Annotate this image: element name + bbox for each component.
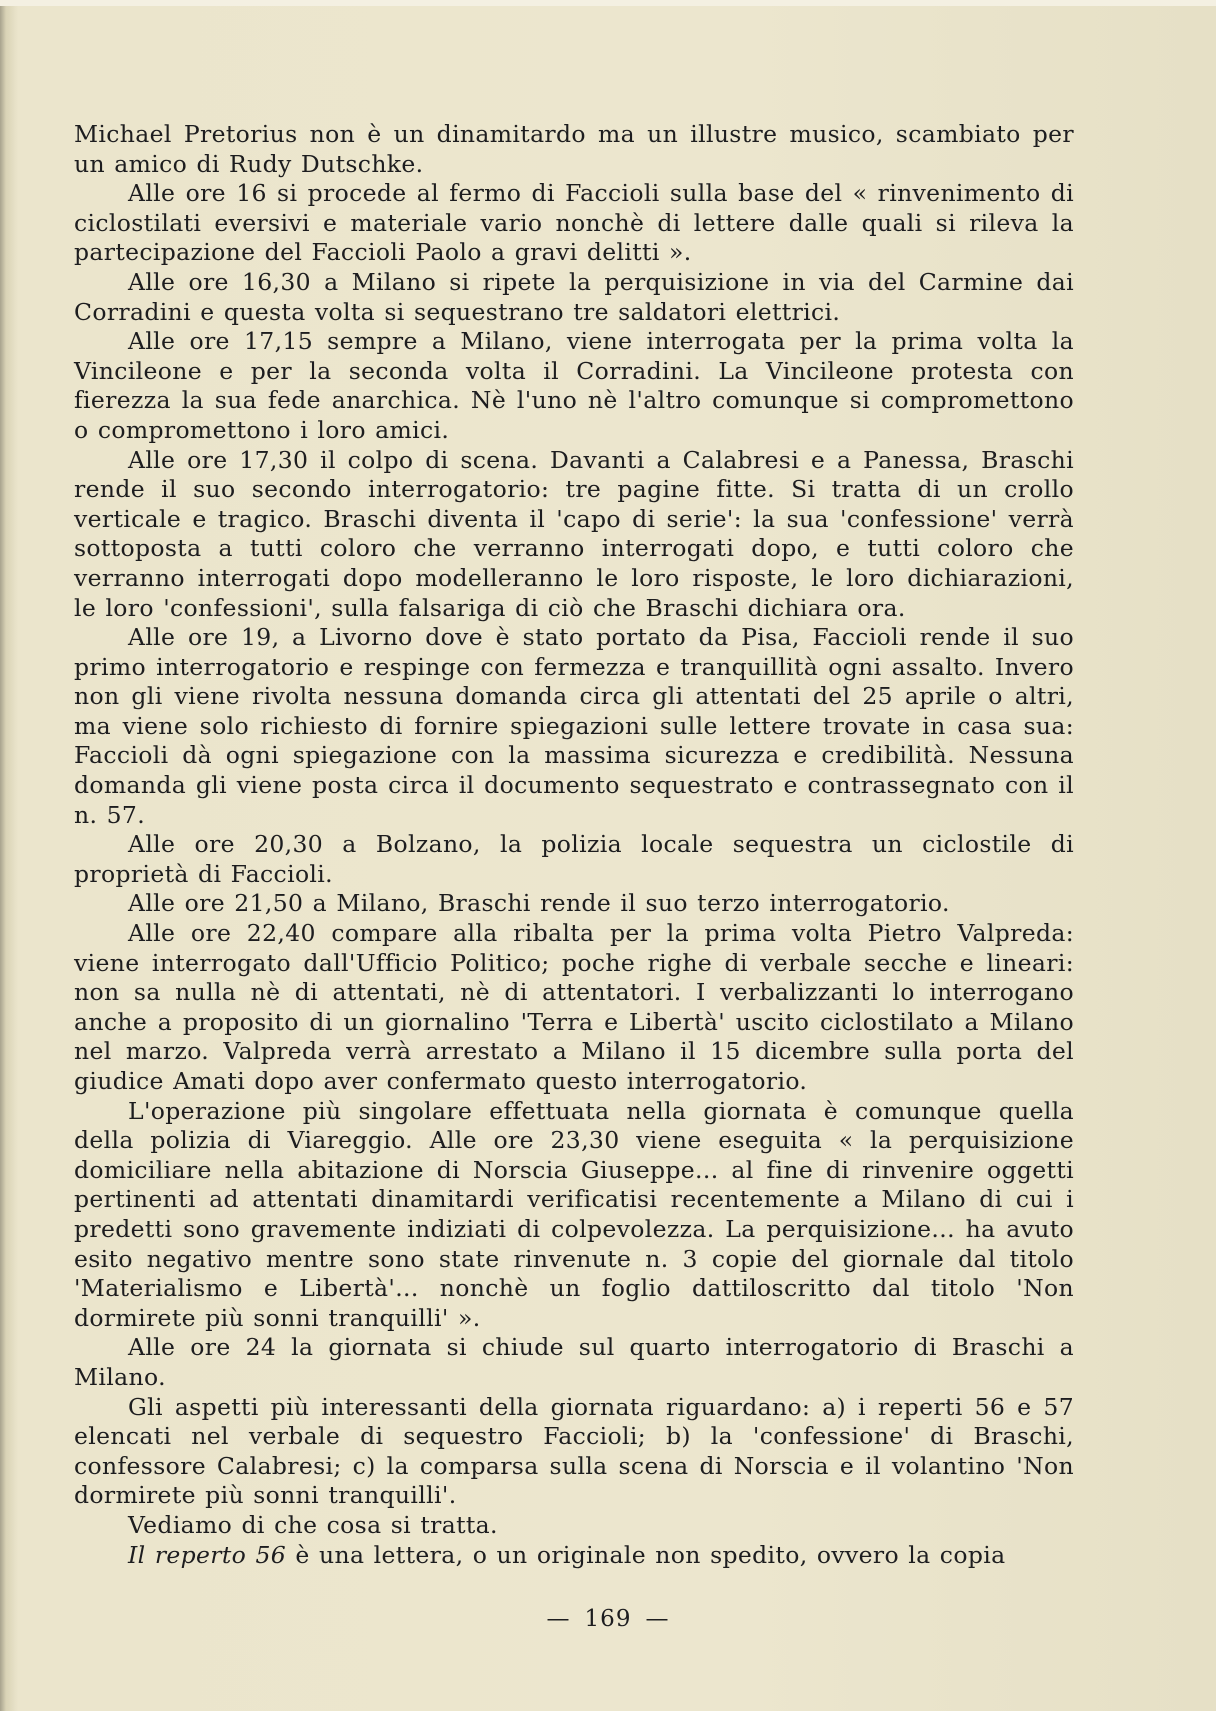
paragraph: L'operazione più singolare effettuata nella giornata è comunque quella della polizia di Viareggio. Alle ore 23,30 viene eseguita « la perquisizione domiciliare nella abitazione di Norscia Giuseppe... al fine di rinvenire oggetti pertinenti ad attentati dinamitardi verificatisi recentemente a Milano di cui i predetti sono gravemente indiziati di colpevolezza. La perquisizione... ha avuto esito negativo mentre sono state rinvenute n. 3 copie del giornale dal titolo 'Materialismo e Libertà'... nonchè un foglio dattiloscritto dal titolo 'Non dormirete più sonni tranquilli' ». [74,1096,1074,1332]
paragraph-rest: è una lettera, o un originale non spedito, ovvero la copia [286,1540,1006,1569]
folio-dash-left: — [546,1606,571,1632]
italic-lead: Il reperto 56 [128,1540,287,1569]
paragraph: Alle ore 16 si procede al fermo di Faccioli sulla base del « rinvenimento di ciclostilati eversivi e materiale vario nonchè di lettere dalle quali si rileva la partecipazione del Faccioli Paolo a gravi delitti ». [74,179,1074,267]
scan-edge [0,0,1216,6]
paragraph: Gli aspetti più interessanti della giornata riguardano: a) i reperti 56 e 57 elencati nel verbale di sequestro Faccioli; b) la 'confessione' di Braschi, confessore Calabresi; c) la comparsa sulla scena di Norscia e il volantino 'Non dormirete più sonni tranquilli'. [74,1392,1074,1510]
paragraph: Alle ore 24 la giornata si chiude sul quarto interrogatorio di Braschi a Milano. [74,1333,1074,1391]
paragraph: Alle ore 21,50 a Milano, Braschi rende il suo terzo interrogatorio. [128,889,950,918]
paragraph: Michael Pretorius non è un dinamitardo ma un illustre musico, scambiato per un amico di Rudy Dutschke. [74,120,1074,178]
body-text [74,120,1074,1570]
paragraph: Alle ore 22,40 compare alla ribalta per la prima volta Pietro Valpreda: viene interrogato dall'Ufficio Politico; poche righe di verbale secche e lineari: non sa nulla nè di attentati, nè di attentatori. I verbalizzanti lo interrogano anche a proposito di un giornalino 'Terra e Libertà' uscito ciclostilato a Milano nel marzo. Valpreda verrà arrestato a Milano il 15 dicembre sulla porta del giudice Amati dopo aver confermato questo interrogatorio. [74,919,1074,1095]
folio-dash-right: — [645,1606,670,1632]
page-number [0,1606,1216,1632]
paragraph: Alle ore 19, a Livorno dove è stato portato da Pisa, Faccioli rende il suo primo interrogatorio e respinge con fermezza e tranquillità ogni assalto. Invero non gli viene rivolta nessuna domanda circa gli attentati del 25 aprile o altri, ma viene solo richiesto di fornire spiegazioni sulle lettere trovate in casa sua: Faccioli dà ogni spiegazione con la massima sicurezza e credibilità. Nessuna domanda gli viene posta circa il documento sequestrato e contrassegnato con il n. 57. [74,623,1074,829]
paragraph-last [74,1541,1074,1571]
paragraph: Alle ore 20,30 a Bolzano, la polizia locale sequestra un ciclostile di proprietà di Faccioli. [74,830,1074,888]
paragraph: Alle ore 17,30 il colpo di scena. Davanti a Calabresi e a Panessa, Braschi rende il suo secondo interrogatorio: tre pagine fitte. Si tratta di un crollo verticale e tragico. Braschi diventa il 'capo di serie': la sua 'confessione' verrà sottoposta a tutti coloro che verranno interrogati dopo, e tutti coloro che verranno interrogati dopo modelleranno le loro risposte, le loro dichiarazioni, le loro 'confessioni', sulla falsariga di ciò che Braschi dichiara ora. [74,445,1074,622]
paragraph: Alle ore 17,15 sempre a Milano, viene interrogata per la prima volta la Vincileone e per la seconda volta il Corradini. La Vincileone protesta con fierezza la sua fede anarchica. Nè l'uno nè l'altro comunque si compromettono o compromettono i loro amici. [74,327,1074,444]
page-number-value: 169 [584,1606,632,1632]
paragraph: Vediamo di che cosa si tratta. [128,1510,498,1539]
paragraph: Alle ore 16,30 a Milano si ripete la perquisizione in via del Carmine dai Corradini e questa volta si sequestrano tre saldatori elettrici. [74,267,1074,326]
